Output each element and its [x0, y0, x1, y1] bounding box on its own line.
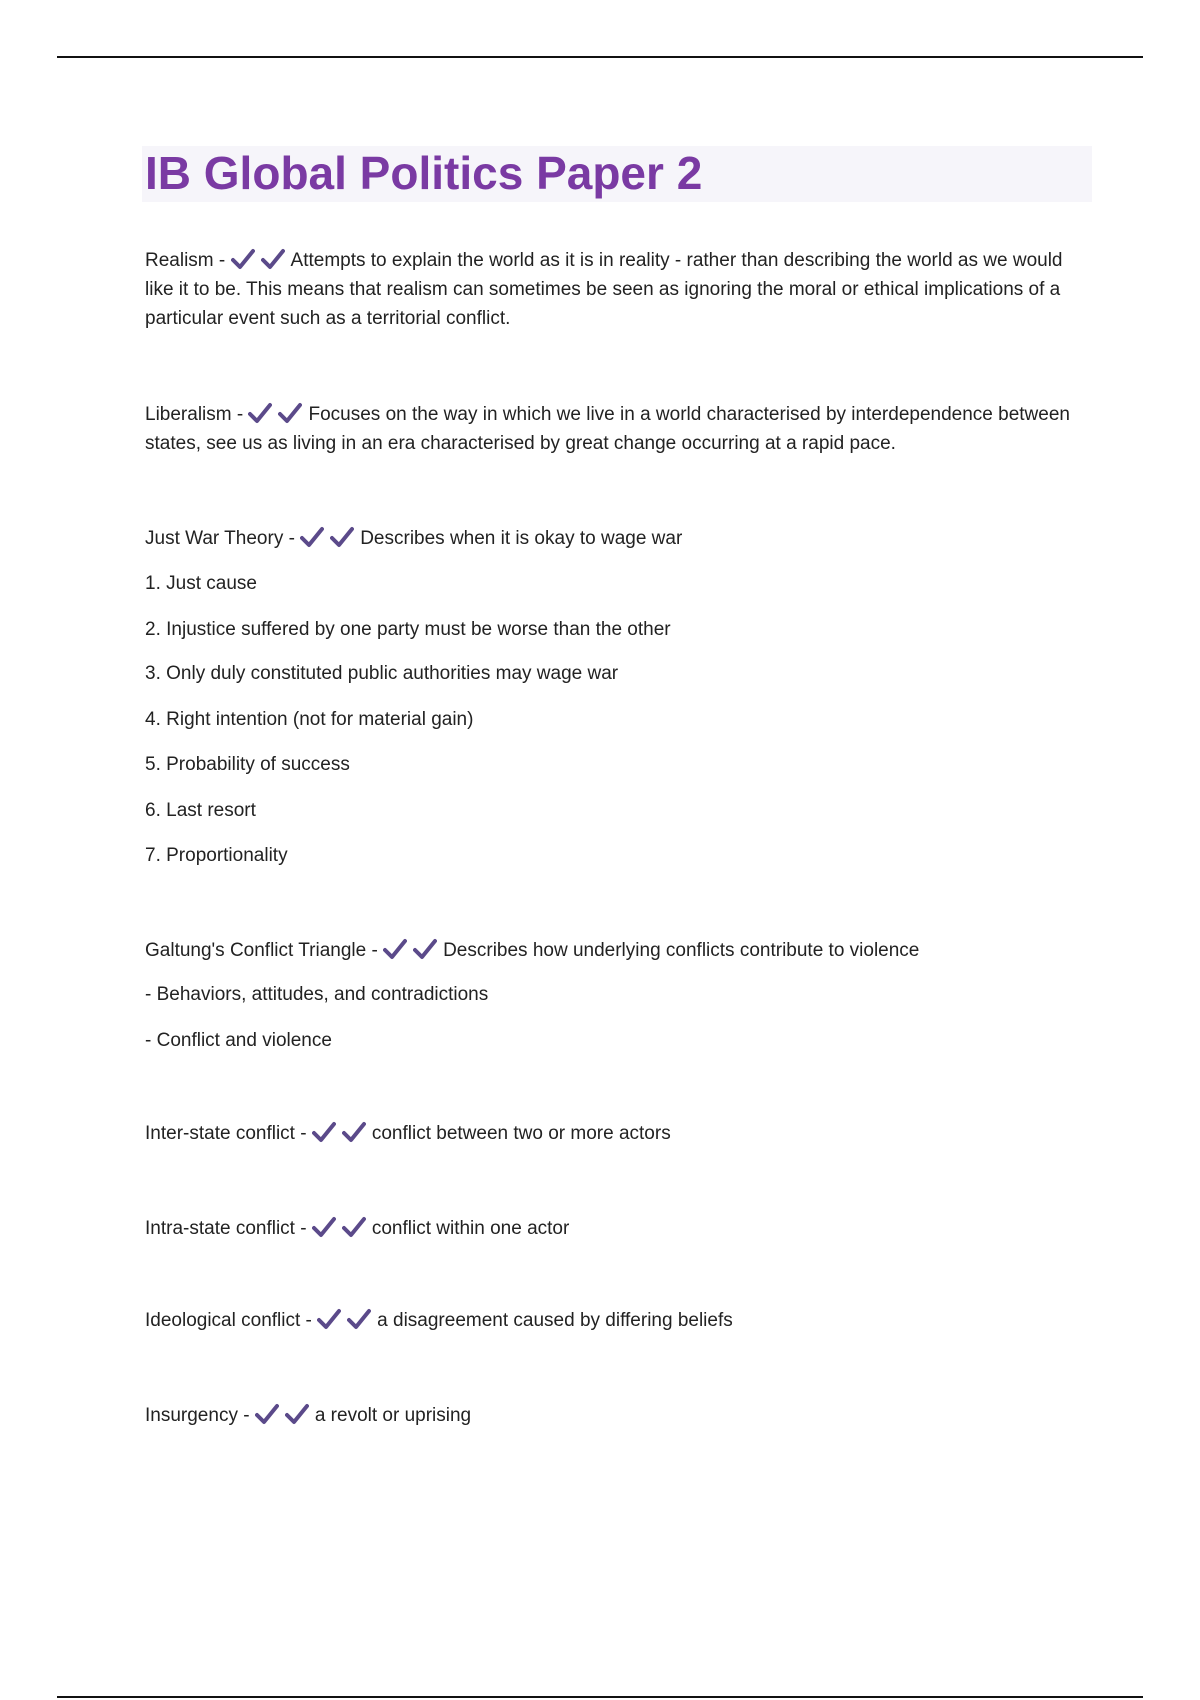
checkmark-icon: [413, 938, 437, 960]
entry-ideological-conflict: [145, 1306, 1085, 1335]
entry-paragraph: [145, 246, 1085, 333]
list-item: - Conflict and violence: [145, 1030, 332, 1051]
list-item: 2. Injustice suffered by one party must be worse than the other: [145, 619, 671, 640]
checkmark-icon: [342, 1216, 366, 1238]
entry-definition: a revolt or uprising: [314, 1405, 472, 1426]
entry-term: Just War Theory -: [145, 528, 295, 549]
checkmark-icon: [383, 938, 407, 960]
checkmark-icon: [231, 248, 255, 270]
list-item: 6. Last resort: [145, 800, 256, 821]
checkmark-icon: [330, 526, 354, 548]
entry-term: Insurgency -: [145, 1405, 250, 1426]
entry-term: Intra-state conflict -: [145, 1218, 307, 1239]
entry-paragraph: [145, 400, 1085, 458]
entry-definition: a disagreement caused by differing beliefs: [377, 1310, 733, 1331]
entry-insurgency: [145, 1401, 1085, 1430]
entry-paragraph: [145, 1214, 1085, 1243]
entry-definition: Focuses on the way in which we live in a world characterised by interdependence between states, see us as living in an era characterised by great change occurring at a rapid pace.: [145, 404, 1070, 454]
page-title: IB Global Politics Paper 2: [145, 147, 703, 199]
checkmark-icon: [261, 248, 285, 270]
entry-paragraph: [145, 524, 1085, 553]
checkmark-icon: [248, 402, 272, 424]
top-rule: [57, 56, 1143, 58]
bottom-rule: [57, 1696, 1143, 1698]
list-item: 1. Just cause: [145, 573, 257, 594]
entry-definition: Describes when it is okay to wage war: [360, 528, 683, 549]
entry-intra-state-conflict: [145, 1214, 1085, 1243]
entry-term: Realism -: [145, 250, 226, 271]
entry-term: Liberalism -: [145, 404, 244, 425]
checkmark-icon: [312, 1216, 336, 1238]
entry-definition: conflict between two or more actors: [371, 1123, 671, 1144]
entry-paragraph: [145, 1119, 1085, 1148]
list-item: 4. Right intention (not for material gain): [145, 709, 474, 730]
checkmark-icon: [278, 402, 302, 424]
list-item: 3. Only duly constituted public authorities may wage war: [145, 663, 619, 684]
entry-inter-state-conflict: [145, 1119, 1085, 1148]
entry-liberalism: [145, 400, 1085, 458]
entry-term: Ideological conflict -: [145, 1310, 312, 1331]
checkmark-icon: [285, 1403, 309, 1425]
entry-term: Galtung's Conflict Triangle -: [145, 940, 378, 961]
entry-definition: Attempts to explain the world as it is in reality - rather than describing the world as we would like it to be. This means that realism can sometimes be seen as ignoring the moral or ethical implications of a particular event such as a territorial conflict.: [145, 250, 1063, 329]
entry-definition: Describes how underlying conflicts contribute to violence: [443, 940, 920, 961]
checkmark-icon: [255, 1403, 279, 1425]
checkmark-icon: [342, 1121, 366, 1143]
entry-realism: [145, 246, 1085, 333]
entry-definition: conflict within one actor: [371, 1218, 570, 1239]
entry-paragraph: [145, 1401, 1085, 1430]
checkmark-icon: [317, 1308, 341, 1330]
checkmark-icon: [300, 526, 324, 548]
entry-just-war-theory: [145, 524, 1085, 553]
entry-paragraph: [145, 1306, 1085, 1335]
entry-paragraph: [145, 936, 1085, 965]
list-item: - Behaviors, attitudes, and contradictions: [145, 984, 489, 1005]
list-item: 7. Proportionality: [145, 845, 288, 866]
entry-term: Inter-state conflict -: [145, 1123, 307, 1144]
checkmark-icon: [312, 1121, 336, 1143]
checkmark-icon: [347, 1308, 371, 1330]
entry-galtung-conflict-triangle: [145, 936, 1085, 965]
list-item: 5. Probability of success: [145, 754, 350, 775]
